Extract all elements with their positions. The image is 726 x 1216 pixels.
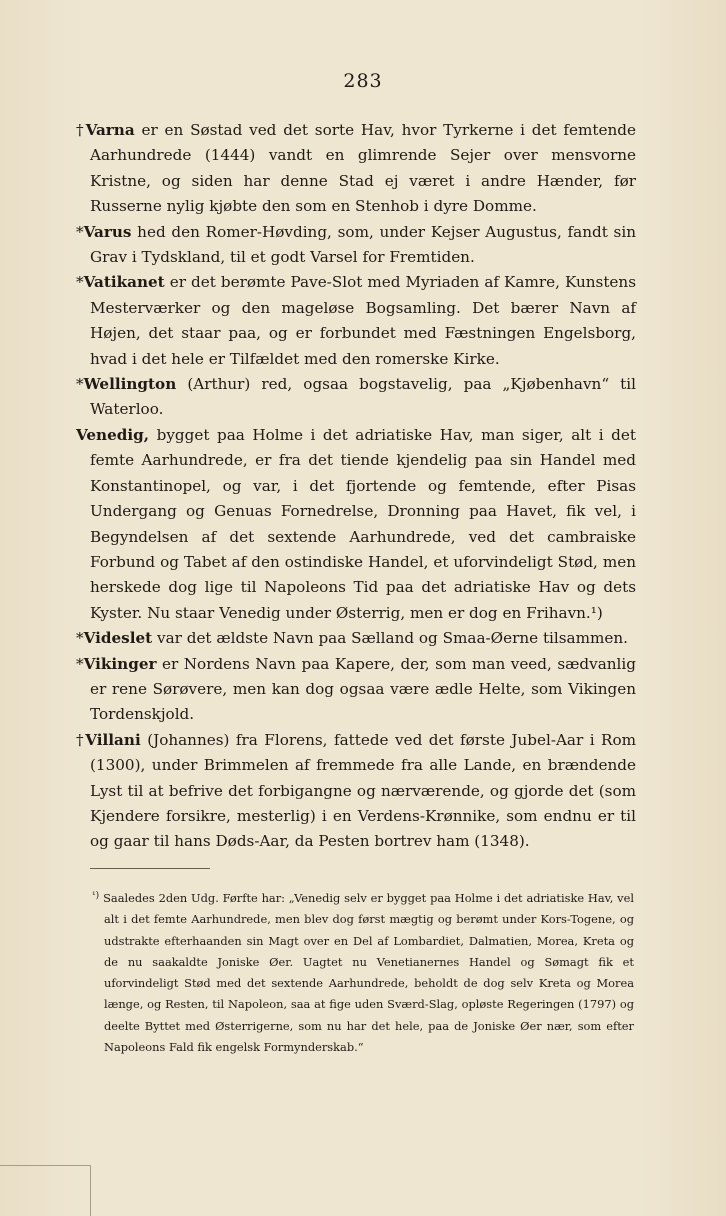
entry-headword: Venedig, [76,425,150,444]
entry-mark: * [76,629,84,648]
entry-headword: Villani [85,730,141,749]
entry-text: hed den Romer-Høvding, som, under Kejser Augustus, fandt sin Grav i Tydskland, til et godt Varsel for Fremtiden. [90,222,636,267]
entry-headword: Varna [85,121,135,139]
entry-vikinger [76,652,636,728]
entry-mark: * [76,375,84,394]
entry-mark: * [76,273,84,292]
page-number: 283 [343,70,383,92]
entry-text: (Arthur) red, ogsaa bogstavelig, paa „Kjøbenhavn“ til Waterloo. [90,375,636,419]
entry-mark: * [76,654,84,673]
entry-vatikanet [76,270,636,372]
entry-mark: † [76,121,86,139]
entry-text: er Nordens Navn paa Kapere, der, som man veed, sædvanlig er rene Sørøvere, men kan dog ogsaa være ædle Helte, som Vikingen Tordenskjold. [90,654,636,724]
footnote-marker: ¹) [92,891,100,901]
entry-text: er en Søstad ved det sorte Hav, hvor Tyrkerne i det femtende Aarhundrede (1444) vandt en glimrende Sejer over mensvorne Kristne, og siden har denne Stad ej været i andre Hænder, før Russerne nylig kjøbte den som en Stenhob i dyre Domme. [90,121,636,216]
footnote-block [92,886,634,1058]
entry-varna [76,118,636,220]
entry-text: er det berømte Pave-Slot med Myriaden af Kamre, Kunstens Mesterværker og den mageløse Bogsamling. Det bærer Navn af Højen, det staar paa, og er forbundet med Fæstningen Engelsborg, hvad i det hele er Tilfældet med den romerske Kirke. [90,273,636,368]
footnote-divider [90,868,210,869]
entry-text: bygget paa Holme i det adriatiske Hav, man siger, alt i det femte Aarhundrede, er fra det tiende kjendelig paa sin Handel med Konstantinopel, og var, i det fjortende og femtende, efter Pisas Undergang og Genuas Fornedrelse, Dronning paa Havet, fik vel, i Begyndelsen af det sextende Aarhundrede, ved det cambraiske Forbund og Tabet af den ostindiske Handel, et uforvindeligt Stød, men herskede dog lige til Napoleons Tid paa det adriatiske Hav og dets Kyster. Nu staar Venedig under Østerrig, men er dog en Frihavn.¹) [90,425,636,622]
entry-list [76,118,636,855]
entry-text: (Johannes) fra Florens, fattede ved det første Jubel-Aar i Rom (1300), under Brimmelen af fremmede fra alle Lande, en brændende Lyst til at befrive det forbigangne og nærværende, og gjorde det (som Kjendere forsikre, mesterlig) i en Verdens-Krønnike, som endnu er til og gaar til hans Døds-Aar, da Pesten bortrev ham (1348). [90,730,637,851]
entry-text: var det ældste Navn paa Sælland og Smaa-Øerne tilsammen. [157,629,629,648]
entry-mark: † [76,730,86,749]
footnote-text: Saaledes 2den Udg. Førfte har: „Venedig selv er bygget paa Holme i det adriatiske Hav, vel alt i det femte Aarhundrede, men blev dog først mægtig og berømt under Kors-Togene, og udstrakte efterhaanden sin Magt over en Del af Lombardiet, Dalmatien, Morea, Kreta og de nu saakaldte Joniske Øer. Uagtet nu Venetianernes Handel og Sømagt fik et uforvindeligt Stød med det sextende Aarhundrede, beholdt de dog selv Kreta og Morea længe, og Resten, til Napoleon, saa at fige uden Sværd-Slag, opløste Regeringen (1797) og deelte Byttet med Østerrigerne, som nu har det hele, paa de Joniske Øer nær, som efter Napoleons Fald fik engelsk Formynderskab.“ [103,891,634,1055]
entry-varus [76,220,636,271]
entry-headword: Videslet [83,629,153,648]
entry-mark: * [76,222,84,241]
entry-venedig [76,423,636,626]
entry-villani [76,728,636,855]
entry-videslet [76,626,636,651]
entry-headword: Vatikanet [83,273,165,292]
entry-headword: Wellington [83,375,177,394]
entry-headword: Varus [83,222,132,241]
page-edge-shadow [0,1165,91,1216]
entry-headword: Vikinger [83,654,157,673]
entry-wellington [76,372,636,423]
footnote [92,886,634,1058]
